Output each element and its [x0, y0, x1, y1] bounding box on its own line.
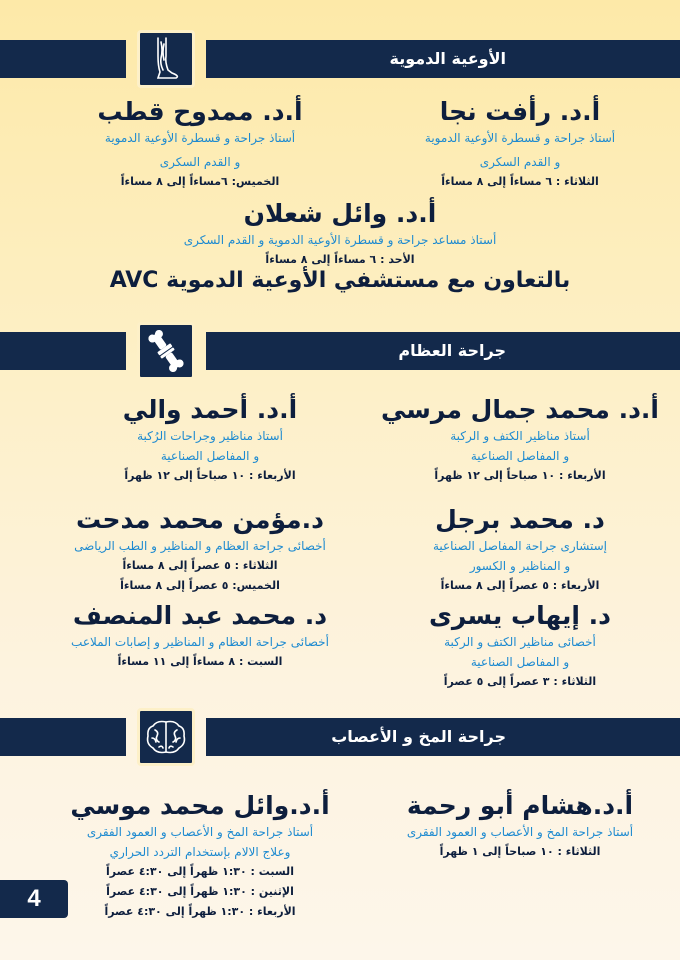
doctor-schedule: الأربعاء : ١٠ صباحاً إلى ١٢ ظهراً — [124, 469, 296, 482]
section-title: جراحة المخ و الأعصاب — [206, 718, 680, 756]
doctor-schedule: الثلاثاء : ٦ مساءاً إلى ٨ مساءاً — [441, 175, 599, 188]
doctor-schedule: الثلاثاء : ٣ عصراً إلى ٥ عصراً — [443, 675, 597, 688]
doctor-title: أستاذ جراحة و قسطرة الأوعية الدموية — [424, 131, 616, 145]
doctor-schedule: الثلاثاء : ٥ عصراً إلى ٨ مساءاً — [122, 559, 278, 572]
section-header-vascular — [0, 40, 680, 78]
doctor-name: أ.د. أحمد والي — [122, 395, 298, 424]
doctor-card-mohamed-bargal — [390, 504, 650, 596]
doctor-card-moamen-medhat — [30, 504, 370, 596]
section-title: جراحة العظام — [206, 332, 680, 370]
doctor-card-ahmed-wali — [80, 394, 340, 486]
doctor-name: د. محمد عبد المنصف — [72, 601, 328, 630]
bone-joint-icon — [137, 322, 195, 380]
doctor-name: د. محمد برجل — [435, 505, 605, 534]
doctor-title: و المناظير و الكسور — [469, 559, 571, 573]
doctor-schedule: الأحد : ٦ مساءاً إلى ٨ مساءاً — [265, 253, 415, 266]
doctor-title: أخصائى جراحة العظام و المناظير و الطب الرياضى — [74, 539, 326, 553]
doctor-card-wael-moussa — [50, 790, 350, 922]
doctor-title: و القدم السكرى — [479, 155, 561, 169]
doctor-name: أ.د. وائل شعلان — [243, 199, 437, 228]
page-number: 4 — [0, 880, 68, 918]
leg-veins-icon — [137, 30, 195, 88]
doctor-name: أ.د. محمد جمال مرسي — [381, 395, 659, 424]
doctor-title: أستاذ جراحة المخ و الأعصاب و العمود الفقرى — [406, 825, 634, 839]
cooperation-note: بالتعاون مع مستشفي الأوعية الدموية AVC — [109, 268, 571, 293]
doctor-schedule: الخميس: ٦مساءاً إلى ٨ مساءاً — [120, 175, 280, 188]
doctor-name: أ.د. ممدوح قطب — [97, 97, 303, 126]
doctor-title: إستشارى جراحة المفاصل الصناعية — [432, 539, 608, 553]
doctor-title: أستاذ مناظير وجراحات الرُكبة — [137, 429, 283, 443]
doctor-card-hesham-aburahma — [380, 790, 660, 862]
doctor-schedule: الأربعاء : ١:٣٠ ظهراً إلى ٤:٣٠ عصراً — [104, 905, 296, 918]
doctor-card-mohamed-abdelmonsef — [30, 600, 370, 672]
doctor-name: د.مؤمن محمد مدحت — [76, 505, 324, 534]
brain-icon — [137, 708, 195, 766]
doctor-title: أستاذ مساعد جراحة و قسطرة الأوعية الدموية و القدم السكرى — [183, 233, 497, 247]
doctor-schedule: الخميس: ٥ عصراً إلى ٨ مساءاً — [120, 579, 280, 592]
doctor-schedule: الأربعاء : ١٠ صباحاً إلى ١٢ ظهراً — [434, 469, 606, 482]
doctor-name: د. إيهاب يسرى — [429, 601, 611, 630]
doctor-schedule: الثلاثاء : ١٠ صباحاً إلى ١ ظهراً — [439, 845, 601, 858]
doctor-title: أستاذ مناظير الكتف و الركبة — [450, 429, 590, 443]
doctor-title: و المفاصل الصناعية — [160, 449, 260, 463]
doctor-schedule: الإثنين : ١:٣٠ ظهراً إلى ٤:٣٠ عصراً — [106, 885, 294, 898]
section-header-neuro — [0, 718, 680, 756]
doctor-title: أستاذ جراحة و قسطرة الأوعية الدموية — [104, 131, 296, 145]
doctor-name: أ.د. رأفت نجا — [439, 97, 601, 126]
doctor-title: وعلاج الالام بإستخدام التردد الحراري — [109, 845, 291, 859]
doctor-card-ehab-yousry — [390, 600, 650, 692]
doctor-name: أ.د.هشام أبو رحمة — [406, 791, 634, 820]
doctor-card-mohamed-gamal-morsy — [380, 394, 660, 486]
doctor-title: أخصائى مناظير الكتف و الركبة — [444, 635, 596, 649]
doctor-title: و القدم السكرى — [159, 155, 241, 169]
section-title: الأوعية الدموية — [206, 40, 680, 78]
doctor-schedule: السبت : ١:٣٠ ظهراً إلى ٤:٣٠ عصراً — [106, 865, 294, 878]
doctor-title: و المفاصل الصناعية — [470, 655, 570, 669]
doctor-title: أستاذ جراحة المخ و الأعصاب و العمود الفقرى — [86, 825, 314, 839]
section-header-orthopedics — [0, 332, 680, 370]
doctor-name: أ.د.وائل محمد موسي — [70, 791, 330, 820]
doctor-title: أخصائى جراحة العظام و المناظير و إصابات الملاعب — [71, 635, 329, 649]
doctor-schedule: الأربعاء : ٥ عصراً إلى ٨ مساءاً — [440, 579, 600, 592]
doctor-card-rafat-naga — [380, 96, 660, 192]
doctor-card-mamdouh-kotb — [60, 96, 340, 192]
doctor-schedule: السبت : ٨ مساءاً إلى ١١ مساءاً — [117, 655, 283, 668]
doctor-card-wael-shaalan — [140, 198, 540, 270]
doctor-title: و المفاصل الصناعية — [470, 449, 570, 463]
